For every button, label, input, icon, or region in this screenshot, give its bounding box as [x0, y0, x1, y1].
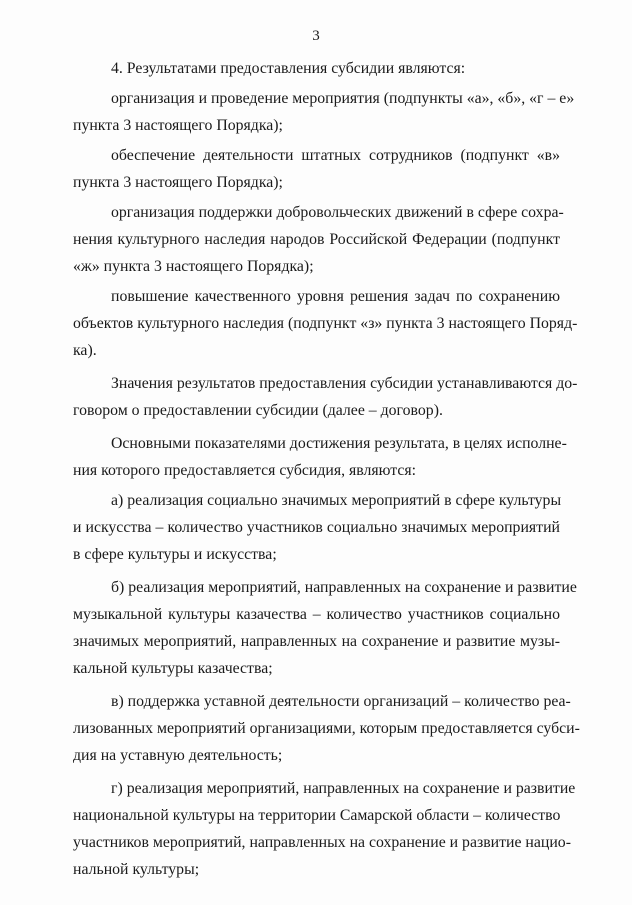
text-line: говором о предоставлении субсидии (далее – договор). — [73, 402, 443, 419]
text-line: ка). — [73, 342, 97, 359]
text-line: ния которого предоставляется субсидия, являются: — [73, 462, 417, 479]
paragraph-result-heritage — [73, 283, 578, 364]
text-line: в) поддержка уставной деятельности организаций – количество реа- — [111, 693, 571, 710]
text-line: дия на уставную деятельность; — [73, 747, 283, 764]
text-line: «ж» пункта 3 настоящего Порядка); — [73, 258, 314, 275]
text-line: Основными показателями достижения результата, в целях исполне- — [111, 435, 567, 452]
text-line: г) реализация мероприятий, направленных на сохранение и развитие — [111, 780, 576, 797]
text-line: нальной культуры; — [73, 861, 200, 878]
text-line: организация поддержки добровольческих движений в сфере сохра- — [111, 204, 564, 221]
text-line: б) реализация мероприятий, направленных на сохранение и развитие — [111, 579, 577, 596]
paragraph-result-staff — [73, 142, 560, 196]
text-line: 4. Результатами предоставления субсидии являются: — [111, 60, 466, 77]
paragraph-indicator-a — [73, 487, 560, 568]
text-line: а) реализация социально значимых мероприятий в сфере культуры — [111, 492, 562, 509]
text-line: лизованных мероприятий организациями, которым предоставляется субси- — [73, 720, 580, 737]
text-line: обеспечение деятельности штатных сотрудников (подпункт «в» — [111, 147, 560, 164]
text-line: в сфере культуры и искусства; — [73, 546, 277, 563]
text-line: участников мероприятий, направленных на сохранение и развитие нацио- — [73, 834, 571, 851]
text-line: значимых мероприятий, направленных на сохранение и развитие музы- — [73, 633, 560, 650]
text-line: национальной культуры на территории Самарской области – количество — [73, 807, 561, 824]
text-line: повышение качественного уровня решения задач по сохранению — [111, 288, 560, 305]
text-line: пункта 3 настоящего Порядка); — [73, 117, 283, 134]
document-body — [73, 55, 580, 883]
paragraph-indicator-g — [73, 775, 576, 883]
text-line: Значения результатов предоставления субсидии устанавливаются до- — [111, 375, 578, 392]
text-line: организация и проведение мероприятия (подпункты «а», «б», «г – е» — [111, 90, 575, 107]
paragraph-result-volunteer — [73, 199, 564, 280]
page-number: 3 — [312, 28, 320, 44]
text-line: кальной культуры казачества; — [73, 660, 273, 677]
paragraph-result-event — [73, 85, 575, 139]
paragraph-indicators-intro — [73, 430, 567, 484]
paragraph-indicator-v — [73, 688, 580, 769]
text-line: и искусства – количество участников социально значимых мероприятий — [73, 519, 560, 536]
paragraph-results-intro — [73, 55, 560, 82]
paragraph-result-values — [73, 370, 578, 424]
text-line: пункта 3 настоящего Порядка); — [73, 174, 283, 191]
text-line: музыкальной культуры казачества – количество участников социально — [73, 606, 560, 623]
text-line: объектов культурного наследия (подпункт «з» пункта 3 настоящего Поряд- — [73, 315, 578, 332]
paragraph-indicator-b — [73, 574, 577, 682]
text-line: нения культурного наследия народов Российской Федерации (подпункт — [73, 231, 560, 248]
